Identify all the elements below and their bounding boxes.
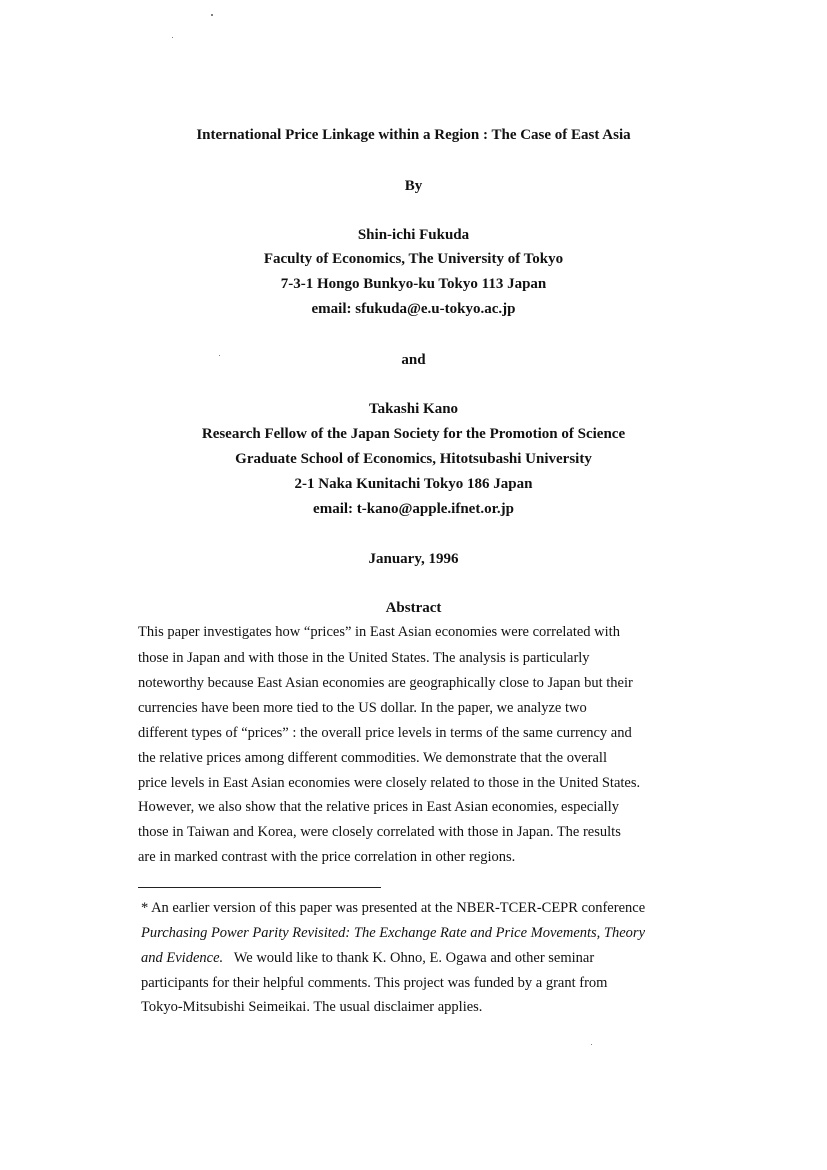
footnote-line: Tokyo-Mitsubishi Seimeikai. The usual disclaimer applies. bbox=[141, 999, 483, 1015]
paper-title: International Price Linkage within a Region : The Case of East Asia bbox=[196, 127, 631, 143]
author1-affiliation: Faculty of Economics, The University of Tokyo bbox=[263, 251, 564, 267]
abstract-line: price levels in East Asian economies were closely related to those in the United States. bbox=[138, 775, 641, 791]
scan-speck bbox=[172, 37, 173, 38]
abstract-line: the relative prices among different commodities. We demonstrate that the overall bbox=[138, 750, 607, 766]
author1-email: email: sfukuda@e.u-tokyo.ac.jp bbox=[311, 301, 516, 317]
scan-speck bbox=[591, 1044, 592, 1045]
footnote-line: participants for their helpful comments. This project was funded by a grant from bbox=[141, 975, 608, 991]
abstract-line: different types of “prices” : the overall price levels in terms of the same currency and bbox=[138, 725, 632, 741]
abstract-line: noteworthy because East Asian economies are geographically close to Japan but their bbox=[138, 675, 633, 691]
and-label: and bbox=[401, 352, 426, 368]
author2-email: email: t-kano@apple.ifnet.or.jp bbox=[313, 501, 514, 517]
footnote-conference-title-end: and Evidence. bbox=[141, 950, 224, 966]
abstract-line: those in Japan and with those in the United States. The analysis is particularly bbox=[138, 650, 590, 666]
by-label: By bbox=[404, 178, 423, 194]
abstract-line: those in Taiwan and Korea, were closely correlated with those in Japan. The results bbox=[138, 824, 621, 840]
abstract-line: However, we also show that the relative prices in East Asian economies, especially bbox=[138, 799, 619, 815]
author2-position: Research Fellow of the Japan Society for the Promotion of Science bbox=[201, 426, 626, 442]
footnote-conference-title: Purchasing Power Parity Revisited: The Exchange Rate and Price Movements, Theory bbox=[141, 925, 646, 941]
abstract-heading: Abstract bbox=[385, 600, 442, 616]
author1-name: Shin-ichi Fukuda bbox=[357, 227, 470, 243]
abstract-line: This paper investigates how “prices” in East Asian economies were correlated with bbox=[138, 624, 620, 640]
footnote-line bbox=[141, 948, 733, 968]
footnote-line: * An earlier version of this paper was presented at the NBER-TCER-CEPR conference bbox=[141, 900, 646, 916]
scan-speck bbox=[211, 14, 213, 16]
footnote-thanks: We would like to thank K. Ohno, E. Ogawa and other seminar bbox=[223, 950, 595, 966]
abstract-line: are in marked contrast with the price correlation in other regions. bbox=[138, 849, 516, 865]
author2-address: 2-1 Naka Kunitachi Tokyo 186 Japan bbox=[294, 476, 533, 492]
footnote-separator bbox=[138, 887, 381, 888]
author2-name: Takashi Kano bbox=[368, 401, 459, 417]
author2-affiliation: Graduate School of Economics, Hitotsubashi University bbox=[235, 451, 592, 467]
abstract-line: currencies have been more tied to the US dollar. In the paper, we analyze two bbox=[138, 700, 587, 716]
paper-date: January, 1996 bbox=[368, 551, 459, 567]
author1-address: 7-3-1 Hongo Bunkyo-ku Tokyo 113 Japan bbox=[280, 276, 547, 292]
